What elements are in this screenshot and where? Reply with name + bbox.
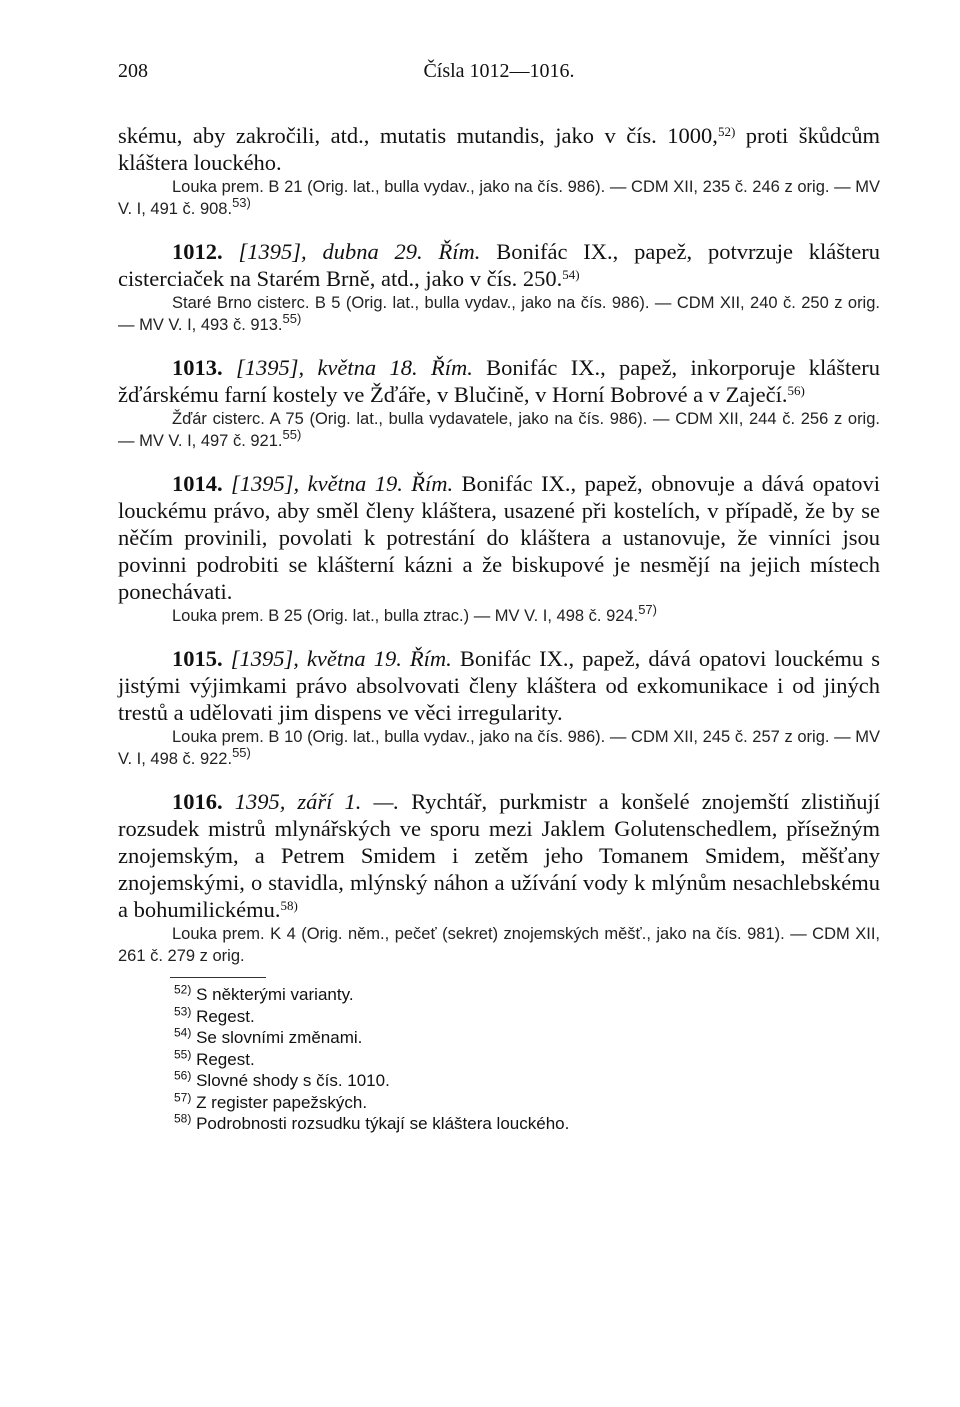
entry-1016	[118, 788, 880, 967]
entry-text: 1012. [1395], dubna 29. Řím. Bonifác IX., papež, potvrzuje klášteru cisterciaček na Starém Brně, atd., jako v čís. 250.$^{54)}$	[118, 239, 881, 291]
entry-text: 1015. [1395], května 19. Řím. Bonifác IX., papež, dává opatovi louckému s jistými výjimkami právo absolvovati členy kláštera od exkomunikace i od jiných trestů a udělovati jim dispens ve věci irregularity.	[118, 646, 881, 725]
source-note: Louka prem. B 25 (Orig. lat., bulla ztrac.) — MV V. I, 498 č. 924.$^{57)}$	[172, 601, 657, 625]
page-number: 208	[118, 60, 148, 82]
footnote: $^{56)}$ Slovné shody s čís. 1010.	[174, 1068, 390, 1090]
footnote-divider	[170, 977, 266, 978]
entry-number: 1014.	[172, 471, 223, 496]
page-header	[118, 60, 880, 94]
entry-1012	[118, 238, 880, 336]
entry-1015	[118, 645, 880, 770]
footnote: $^{54)}$ Se slovními změnami.	[174, 1025, 363, 1047]
entry-number: 1013.	[172, 355, 223, 380]
source-note: Louka prem. B 10 (Orig. lat., bulla vydav., jako na čís. 986). — CDM XII, 245 č. 257 z orig. — MV V. I, 498 č. 922.$^{55)}$	[118, 728, 881, 768]
entry-continuation	[118, 122, 880, 220]
entry-text: 1013. [1395], května 18. Řím. Bonifác IX., papež, inkorporuje klášteru žďárskému farní kostely ve Žďáře, v Blučině, v Horní Bobrové a v Zaječí.$^{56)}$	[118, 355, 881, 407]
source-note: Staré Brno cisterc. B 5 (Orig. lat., bulla vydav., jako na čís. 986). — CDM XII, 240 č. 250 z orig. — MV V. I, 493 č. 913.$^{55)}$	[118, 294, 880, 334]
footnote: $^{55)}$ Regest.	[174, 1046, 255, 1069]
continuation-text: skému, aby zakročili, atd., mutatis mutandis, jako v čís. 1000,$^{52)}$ proti škůdcům kláštera louckého.	[118, 123, 881, 175]
source-note: Žďár cisterc. A 75 (Orig. lat., bulla vydavatele, jako na čís. 986). — CDM XII, 244 č. 256 z orig. — MV V. I, 497 č. 921.$^{55)}$	[118, 410, 880, 450]
entry-date: [1395], května 19. Řím.	[231, 471, 454, 496]
document-page	[118, 60, 880, 1135]
footnote: $^{57)}$ Z register papežských.	[174, 1089, 368, 1112]
running-title: Čísla 1012—1016.	[423, 60, 575, 82]
entry-text: 1014. [1395], května 19. Řím. Bonifác IX., papež, obnovuje a dává opatovi louckému právo, aby směl členy kláštera, usazené při kostelích, v případě, že by se něčím provinili, povolati k potrestání do kláštera a ustanovuje, že vinníci jsou povinni podrobiti se klášterní kázni a že biskupové je nesmějí na jejich místech ponechávati.	[118, 471, 881, 604]
entry-number: 1015.	[172, 646, 223, 671]
entry-1013	[118, 354, 880, 452]
entry-number: 1016.	[172, 789, 223, 814]
entry-date: 1395, září 1. —.	[234, 789, 400, 814]
footnotes	[118, 984, 880, 1135]
footnote: $^{53)}$ Regest.	[174, 1003, 255, 1026]
entry-date: [1395], května 18. Řím.	[235, 355, 473, 380]
footnote: $^{58)}$ Podrobnosti rozsudku týkají se kláštera louckého.	[174, 1111, 570, 1133]
entry-1014	[118, 470, 880, 627]
source-note: Louka prem. K 4 (Orig. něm., pečeť (sekret) znojemských měšť., jako na čís. 981). — CDM XII, 261 č. 279 z orig.	[118, 925, 880, 965]
entry-number: 1012.	[172, 239, 223, 264]
entry-date: [1395], dubna 29. Řím.	[238, 239, 481, 264]
entry-date: [1395], května 19. Řím.	[230, 646, 452, 671]
entry-text: 1016. 1395, září 1. —. Rychtář, purkmistr a konšelé znojemští zlistiňují rozsudek mistrů mlynářských ve sporu mezi Jaklem Golutenschedlem, přísežným znojemským, a Petrem Smidem i zetěm jeho Tomanem Smidem, měšťany znojemskými, o stavidla, mlýnský náhon a užívání vody k mlýnům nesachlebskému a bohumilickému.$^{58)}$	[118, 789, 881, 922]
source-note: Louka prem. B 21 (Orig. lat., bulla vydav., jako na čís. 986). — CDM XII, 235 č. 246 z orig. — MV V. I, 491 č. 908.$^{53)}$	[118, 178, 881, 218]
footnote: $^{52)}$ S některými varianty.	[174, 982, 354, 1004]
